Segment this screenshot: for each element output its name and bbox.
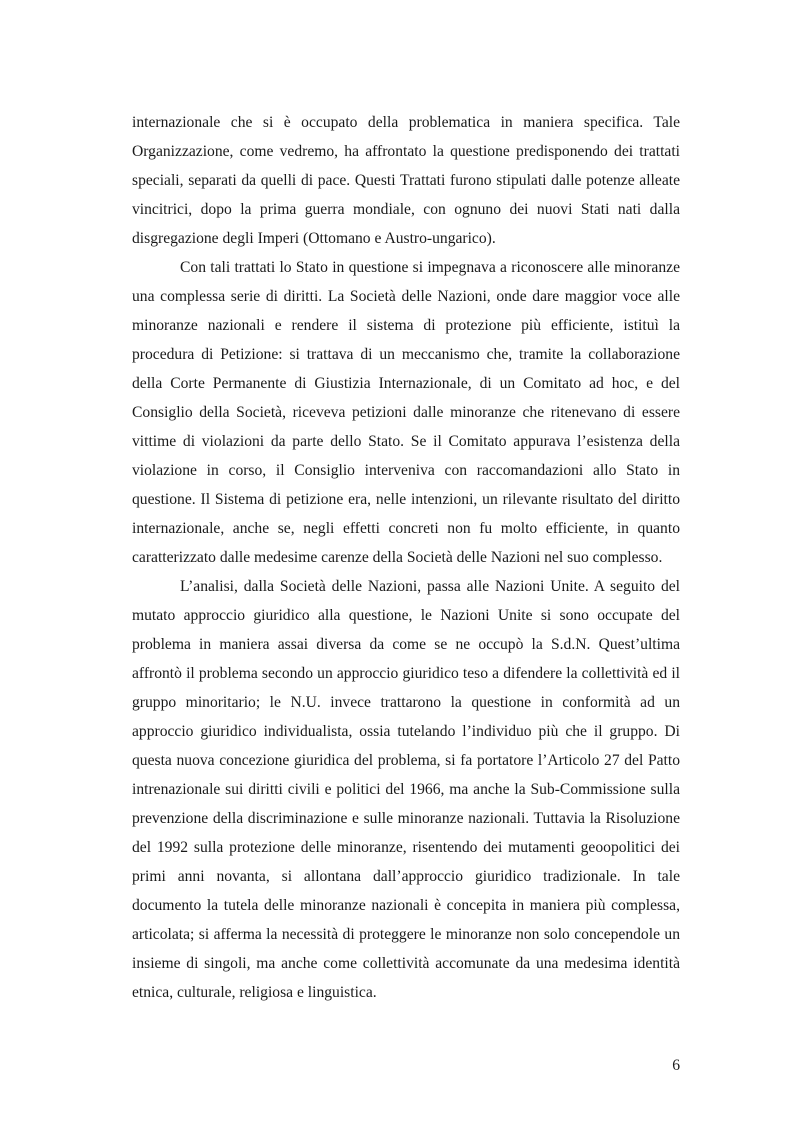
page-number: 6 [672, 1057, 680, 1074]
paragraph-continuation: internazionale che si è occupato della problematica in maniera specifica. Tale Organizzazione, come vedremo, ha affrontato la questione predisponendo dei trattati speciali, separati da quelli di pace. Questi Trattati furono stipulati dalle potenze alleate vincitrici, dopo la prima guerra mondiale, con ognuno dei nuovi Stati nati dalla disgregazione degli Imperi (Ottomano e Austro-ungarico). [132, 114, 680, 247]
document-body [132, 108, 680, 1007]
paragraph-united-nations: L’analisi, dalla Società delle Nazioni, passa alle Nazioni Unite. A seguito del mutato approccio giuridico alla questione, le Nazioni Unite si sono occupate del problema in maniera assai diversa da come se ne occupò la S.d.N. Quest’ultima affrontò il problema secondo un approccio giuridico teso a difendere la collettività ed il gruppo minoritario; le N.U. invece trattarono la questione in conformità ad un approccio giuridico individualista, ossia tutelando l’individuo più che il gruppo. Di questa nuova concezione giuridica del problema, si fa portatore l’Articolo 27 del Patto intrenazionale sui diritti civili e politici del 1966, ma anche la Sub-Commissione sulla prevenzione della discriminazione e sulle minoranze nazionali. Tuttavia la Risoluzione del 1992 sulla protezione delle minoranze, risentendo dei mutamenti geoopolitici dei primi anni novanta, si allontana dall’approccio giuridico tradizionale. In tale documento la tutela delle minoranze nazionali è concepita in maniera più complessa, articolata; si afferma la necessità di proteggere le minoranze non solo concependole un insieme di singoli, ma anche come collettività accomunate da una medesima identità etnica, culturale, religiosa e linguistica. [132, 578, 680, 1001]
paragraph-petition-procedure: Con tali trattati lo Stato in questione si impegnava a riconoscere alle minoranze una complessa serie di diritti. La Società delle Nazioni, onde dare maggior voce alle minoranze nazionali e rendere il sistema di protezione più efficiente, istituì la procedura di Petizione: si trattava di un meccanismo che, tramite la collaborazione della Corte Permanente di Giustizia Internazionale, di un Comitato ad hoc, e del Consiglio della Società, riceveva petizioni dalle minoranze che ritenevano di essere vittime di violazioni da parte dello Stato. Se il Comitato appurava l’esistenza della violazione in corso, il Consiglio interveniva con raccomandazioni allo Stato in questione. Il Sistema di petizione era, nelle intenzioni, un rilevante risultato del diritto internazionale, anche se, negli effetti concreti non fu molto efficiente, in quanto caratterizzato dalle medesime carenze della Società delle Nazioni nel suo complesso. [132, 259, 680, 566]
